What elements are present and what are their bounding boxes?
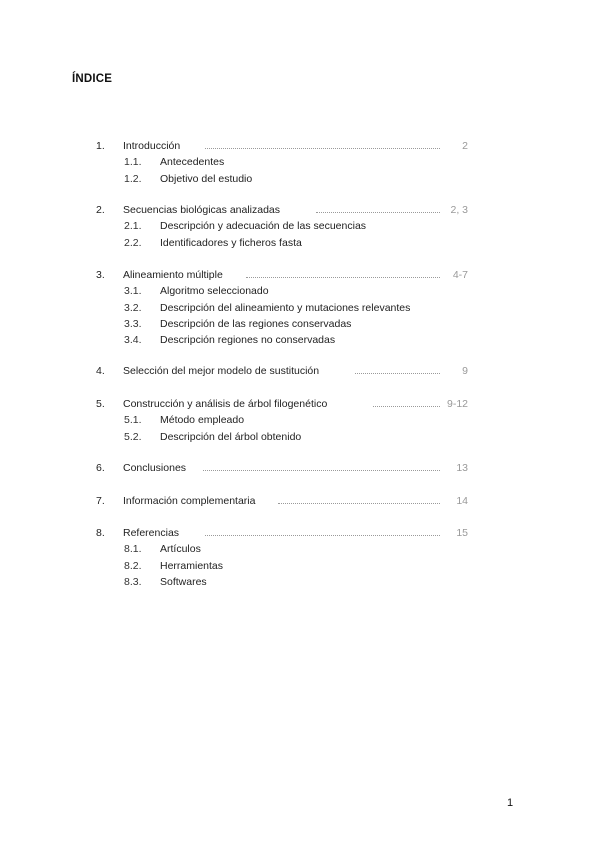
toc-entry-page: 9 xyxy=(462,365,468,377)
toc-subentry-title: Identificadores y ficheros fasta xyxy=(160,236,302,249)
toc-entry[interactable] xyxy=(0,461,600,475)
toc-subentry[interactable] xyxy=(0,219,600,233)
toc-entry-title: Secuencias biológicas analizadas xyxy=(123,204,281,216)
toc-entry-page: 2, 3 xyxy=(450,204,468,216)
toc-entry-page: 2 xyxy=(462,140,468,152)
toc-subentry[interactable] xyxy=(0,172,600,186)
toc-subentry-title: Descripción regiones no conservadas xyxy=(160,334,336,347)
toc-subentry-title: Descripción del árbol obtenido xyxy=(160,430,302,443)
toc-heading: ÍNDICE xyxy=(72,73,113,85)
toc-subentry[interactable] xyxy=(0,155,600,169)
toc-subentry-title: Herramientas xyxy=(160,559,224,572)
toc-subentry[interactable] xyxy=(0,430,600,444)
toc-entry-title: Información complementaria xyxy=(123,495,256,507)
toc-entry[interactable] xyxy=(0,526,600,540)
toc-dot-leader xyxy=(246,277,440,278)
toc-subentry-number: 2.2. xyxy=(124,236,142,249)
toc-entry-number: 6. xyxy=(96,462,105,474)
toc-dot-leader xyxy=(316,212,440,213)
toc-entry-number: 5. xyxy=(96,398,105,410)
toc-subentry-number: 8.1. xyxy=(124,543,142,556)
toc-entry-title: Construcción y análisis de árbol filogenético xyxy=(123,398,328,410)
toc-entry-number: 3. xyxy=(96,269,105,281)
toc-dot-leader xyxy=(205,148,440,149)
toc-subentry-number: 2.1. xyxy=(124,220,142,233)
toc-subentry-title: Descripción y adecuación de las secuencias xyxy=(160,220,367,233)
toc-entry-title: Introducción xyxy=(123,140,181,152)
toc-dot-leader xyxy=(355,373,440,374)
toc-entry[interactable] xyxy=(0,364,600,378)
toc-entry-title: Selección del mejor modelo de sustitución xyxy=(123,365,320,377)
toc-subentry[interactable] xyxy=(0,236,600,250)
toc-subentry[interactable] xyxy=(0,333,600,347)
toc-subentry-number: 1.2. xyxy=(124,172,142,185)
toc-dot-leader xyxy=(373,406,440,407)
toc-subentry-number: 5.1. xyxy=(124,414,142,427)
toc-subentry-number: 5.2. xyxy=(124,430,142,443)
toc-subentry[interactable] xyxy=(0,317,600,331)
toc-entry[interactable] xyxy=(0,494,600,508)
toc-subentry-title: Softwares xyxy=(160,575,207,588)
toc-entry-title: Alineamiento múltiple xyxy=(123,269,223,281)
toc-entry-number: 4. xyxy=(96,365,105,377)
toc-subentry-number: 3.4. xyxy=(124,334,142,347)
toc-subentry[interactable] xyxy=(0,542,600,556)
toc-subentry-title: Objetivo del estudio xyxy=(160,172,253,185)
toc-entry-page: 9-12 xyxy=(446,398,468,410)
page-number: 1 xyxy=(507,797,514,809)
toc-subentry-title: Método empleado xyxy=(160,414,245,427)
toc-subentry[interactable] xyxy=(0,559,600,573)
toc-subentry-title: Descripción de las regiones conservadas xyxy=(160,317,352,330)
toc-entry-number: 8. xyxy=(96,527,105,539)
toc-entry[interactable] xyxy=(0,139,600,153)
toc-entry[interactable] xyxy=(0,397,600,411)
toc-entry-page: 14 xyxy=(456,495,468,507)
toc-subentry-number: 1.1. xyxy=(124,156,142,169)
toc-entry-number: 7. xyxy=(96,495,105,507)
toc-subentry-title: Descripción del alineamiento y mutaciones relevantes xyxy=(160,301,411,314)
toc-entry-title: Referencias xyxy=(123,527,180,539)
toc-subentry-number: 3.2. xyxy=(124,301,142,314)
toc-subentry[interactable] xyxy=(0,301,600,315)
toc-entry-title: Conclusiones xyxy=(123,462,187,474)
toc-subentry[interactable] xyxy=(0,413,600,427)
toc-subentry-number: 8.3. xyxy=(124,575,142,588)
toc-subentry-number: 3.1. xyxy=(124,285,142,298)
toc-entry-number: 1. xyxy=(96,140,105,152)
toc-entry[interactable] xyxy=(0,203,600,217)
toc-dot-leader xyxy=(203,470,440,471)
toc-dot-leader xyxy=(205,535,440,536)
toc-subentry-title: Algoritmo seleccionado xyxy=(160,285,269,298)
toc-dot-leader xyxy=(278,503,440,504)
toc-subentry-title: Artículos xyxy=(160,543,201,556)
toc-subentry-number: 8.2. xyxy=(124,559,142,572)
toc-entry-page: 4-7 xyxy=(452,269,468,281)
toc-entry-number: 2. xyxy=(96,204,105,216)
toc-entry-page: 15 xyxy=(456,527,468,539)
toc-subentry[interactable] xyxy=(0,575,600,589)
toc-subentry-title: Antecedentes xyxy=(160,156,225,169)
toc-subentry-number: 3.3. xyxy=(124,317,142,330)
toc-subentry[interactable] xyxy=(0,284,600,298)
toc-entry-page: 13 xyxy=(456,462,468,474)
toc-entry[interactable] xyxy=(0,268,600,282)
